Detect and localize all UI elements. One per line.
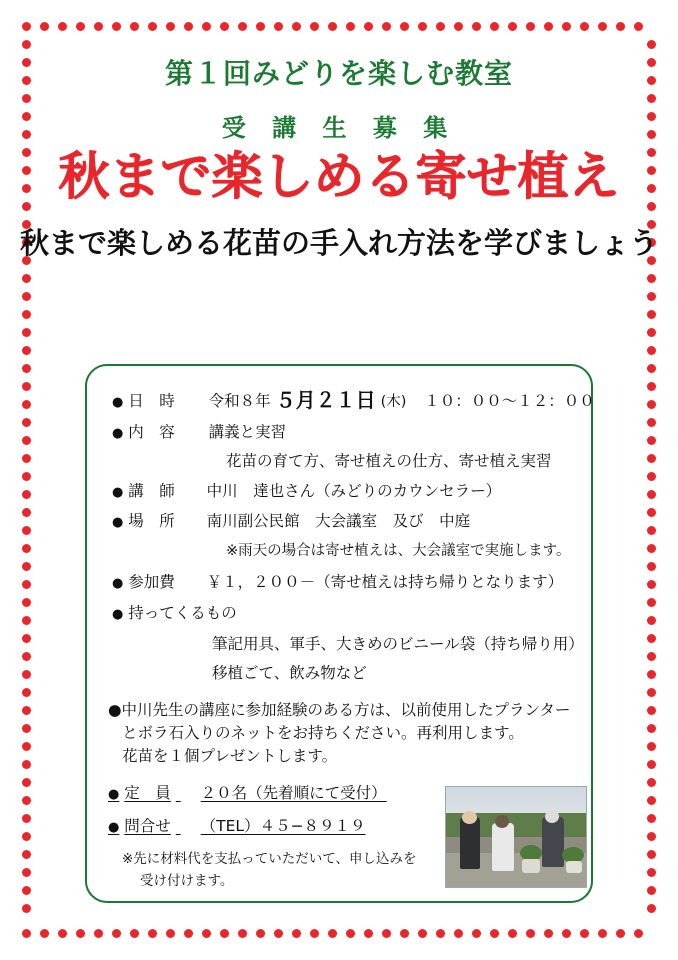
frame-dot <box>22 328 31 337</box>
footer-note-line-2: 受け付けます。 <box>140 873 234 889</box>
frame-dot <box>647 508 656 517</box>
frame-dot <box>22 850 31 859</box>
paragraph-line-3: 花苗を１個プレゼントします。 <box>122 747 338 765</box>
frame-dot <box>22 796 31 805</box>
frame-dot <box>382 929 391 938</box>
paragraph-line-1: ●中川先生の講座に参加経験のある方は、以前使用したプランター <box>108 701 571 719</box>
frame-dot <box>130 22 139 31</box>
frame-dot <box>22 310 31 319</box>
frame-dot <box>22 274 31 283</box>
frame-dot <box>22 868 31 877</box>
frame-dot <box>647 616 656 625</box>
frame-dot <box>580 929 589 938</box>
frame-dot <box>22 22 31 31</box>
detail-value-content: 講義と実習 <box>208 423 287 441</box>
frame-dot <box>310 929 319 938</box>
detail-note-bring-1: 筆記用具、軍手、大きめのビニール袋（持ち帰り用） <box>212 635 584 653</box>
frame-dot <box>22 508 31 517</box>
frame-dot <box>598 929 607 938</box>
frame-dot <box>598 22 607 31</box>
frame-dot <box>94 22 103 31</box>
detail-value-place: 南川副公民館 大会議室 及び 中庭 <box>206 512 471 530</box>
photo-person-head <box>495 815 509 828</box>
frame-dot <box>647 40 656 49</box>
frame-dot <box>58 929 67 938</box>
detail-value-fee: ￥１，２００－（寄せ植えは持ち帰りとなります） <box>206 573 564 591</box>
bullet-icon: ● <box>112 485 124 500</box>
photo-person-body <box>460 817 480 869</box>
frame-dot <box>382 22 391 31</box>
detail-row-content <box>112 420 286 442</box>
frame-dot <box>346 22 355 31</box>
frame-dot <box>22 706 31 715</box>
frame-dot <box>166 22 175 31</box>
frame-dot <box>94 929 103 938</box>
frame-dot <box>292 929 301 938</box>
frame-dot <box>490 22 499 31</box>
detail-row-fee <box>112 570 563 592</box>
frame-dot <box>40 22 49 31</box>
frame-dot <box>647 562 656 571</box>
bullet-icon: ● <box>108 820 120 835</box>
frame-dot <box>647 436 656 445</box>
frame-dot <box>647 472 656 481</box>
frame-dot <box>400 22 409 31</box>
frame-dot <box>22 814 31 823</box>
frame-dot <box>647 814 656 823</box>
photo-pot <box>566 861 582 873</box>
detail-value-date: ５月２１日 <box>275 388 376 412</box>
frame-dot <box>647 328 656 337</box>
frame-dot <box>508 22 517 31</box>
frame-dot <box>647 292 656 301</box>
paragraph-line-2: とボラ石入りのネットをお持ちください。再利用します。 <box>122 724 524 742</box>
frame-dot <box>647 382 656 391</box>
frame-dot <box>562 22 571 31</box>
frame-dot <box>310 22 319 31</box>
frame-dot <box>647 832 656 841</box>
frame-dot <box>580 22 589 31</box>
frame-dot <box>22 544 31 553</box>
page-subtitle: 秋まで楽しめる花苗の手入れ方法を学びましょう <box>19 225 658 260</box>
poster-header <box>0 52 678 262</box>
detail-label-lecturer: 講 師 <box>128 482 175 500</box>
frame-dot <box>22 418 31 427</box>
frame-dot <box>22 40 31 49</box>
detail-value-time: １０：００〜１２：００ <box>424 392 595 410</box>
frame-dot <box>328 22 337 31</box>
frame-dot <box>647 778 656 787</box>
frame-dot <box>647 274 656 283</box>
bullet-icon: ● <box>112 426 124 441</box>
frame-dot <box>544 22 553 31</box>
frame-dot <box>647 598 656 607</box>
frame-dot <box>22 526 31 535</box>
frame-dot <box>22 292 31 301</box>
frame-dot <box>526 22 535 31</box>
detail-label-bring: 持ってくるもの <box>128 604 237 622</box>
frame-dot <box>184 929 193 938</box>
photo-person-head <box>462 811 477 824</box>
frame-dot <box>647 652 656 661</box>
frame-dot <box>328 929 337 938</box>
frame-dot <box>22 832 31 841</box>
bullet-icon: ● <box>112 515 124 530</box>
frame-dot <box>274 929 283 938</box>
detail-row-bring <box>112 601 237 623</box>
frame-dot <box>76 929 85 938</box>
frame-dot <box>634 22 643 31</box>
frame-dot <box>220 929 229 938</box>
frame-dot <box>130 929 139 938</box>
frame-dot <box>472 929 481 938</box>
frame-dot <box>58 22 67 31</box>
frame-dot <box>647 796 656 805</box>
frame-dot <box>647 742 656 751</box>
frame-dot <box>22 454 31 463</box>
frame-dot <box>112 929 121 938</box>
detail-row-lecturer <box>112 479 501 501</box>
bullet-icon: ● <box>112 576 124 591</box>
frame-dot <box>647 418 656 427</box>
frame-dot <box>647 868 656 877</box>
frame-dot <box>22 616 31 625</box>
footer-row-contact <box>108 814 366 836</box>
frame-dot <box>647 310 656 319</box>
footer-value-contact[interactable]: （TEL）４５−８９１９ <box>200 817 366 835</box>
frame-dot <box>202 929 211 938</box>
frame-dot <box>22 580 31 589</box>
frame-dot <box>647 400 656 409</box>
recruit-label: 受 講 生 募 集 <box>221 114 457 142</box>
frame-dot <box>364 22 373 31</box>
photo-person-body <box>542 817 564 867</box>
detail-label-place: 場 所 <box>128 512 175 530</box>
frame-dot <box>647 688 656 697</box>
frame-dot <box>22 400 31 409</box>
frame-dot <box>647 364 656 373</box>
frame-dot <box>22 688 31 697</box>
frame-dot <box>647 724 656 733</box>
frame-dot <box>647 490 656 499</box>
frame-dot <box>22 382 31 391</box>
frame-dot <box>40 929 49 938</box>
frame-dot <box>256 22 265 31</box>
photo-person-body <box>492 823 514 871</box>
frame-dot <box>256 929 265 938</box>
footer-label-capacity: 定 員 <box>124 784 171 802</box>
frame-dot <box>22 634 31 643</box>
frame-dot <box>22 562 31 571</box>
frame-dot <box>647 634 656 643</box>
frame-dot <box>454 22 463 31</box>
bullet-icon: ● <box>112 395 124 410</box>
frame-dot <box>22 346 31 355</box>
frame-dot <box>647 706 656 715</box>
frame-dot <box>647 346 656 355</box>
frame-dot <box>647 580 656 589</box>
detail-value-lecturer: 中川 達也さん（みどりのカウンセラー） <box>206 482 502 500</box>
frame-dot <box>490 929 499 938</box>
frame-dot <box>22 490 31 499</box>
frame-dot <box>647 454 656 463</box>
frame-dot <box>148 929 157 938</box>
frame-dot <box>22 436 31 445</box>
frame-dot <box>436 22 445 31</box>
frame-dot <box>647 886 656 895</box>
frame-dot <box>647 526 656 535</box>
bullet-icon: ● <box>112 607 124 622</box>
frame-dot <box>544 929 553 938</box>
class-photo <box>445 786 587 888</box>
photo-pot <box>522 859 540 873</box>
frame-dot <box>647 760 656 769</box>
frame-dot <box>22 472 31 481</box>
detail-note-content: 花苗の育て方、寄せ植えの仕方、寄せ植え実習 <box>226 452 552 470</box>
detail-row-place <box>112 509 470 531</box>
frame-dot <box>22 598 31 607</box>
frame-dot <box>22 929 31 938</box>
frame-dot <box>22 778 31 787</box>
bullet-icon: ● <box>108 787 120 802</box>
frame-dot <box>400 929 409 938</box>
frame-dot <box>436 929 445 938</box>
detail-value-weekday: (木) <box>380 394 407 410</box>
frame-dot <box>454 929 463 938</box>
detail-label-datetime: 日 時 <box>128 392 175 410</box>
frame-dot <box>526 929 535 938</box>
detail-label-content: 内 容 <box>128 423 175 441</box>
detail-value-date-pre: 令和８年 <box>208 392 271 410</box>
frame-dot <box>22 760 31 769</box>
frame-dot <box>274 22 283 31</box>
page-title: 秋まで楽しめる寄せ植え <box>58 148 620 207</box>
frame-dot <box>647 544 656 553</box>
frame-dot <box>616 929 625 938</box>
footer-row-capacity <box>108 781 387 803</box>
series-title: 第１回みどりを楽しむ教室 <box>164 57 513 90</box>
frame-dot <box>112 22 121 31</box>
frame-dot <box>22 886 31 895</box>
frame-dot <box>22 724 31 733</box>
photo-person-head <box>545 810 559 823</box>
frame-dot <box>22 670 31 679</box>
frame-dot <box>202 22 211 31</box>
footer-label-contact: 問合せ <box>124 817 171 835</box>
frame-dot <box>184 22 193 31</box>
frame-dot <box>472 22 481 31</box>
frame-dot <box>22 904 31 913</box>
frame-dot <box>76 22 85 31</box>
frame-dot <box>166 929 175 938</box>
frame-dot <box>418 929 427 938</box>
frame-dot <box>292 22 301 31</box>
frame-dot <box>562 929 571 938</box>
frame-dot <box>346 929 355 938</box>
frame-dot <box>148 22 157 31</box>
frame-dot <box>508 929 517 938</box>
frame-dot <box>238 929 247 938</box>
detail-note-place: ※雨天の場合は寄せ植えは、大会議室で実施します。 <box>226 543 571 559</box>
detail-row-datetime <box>112 384 595 413</box>
frame-dot <box>238 22 247 31</box>
footer-value-capacity: ２０名（先着順にて受付） <box>200 784 387 802</box>
frame-dot <box>647 904 656 913</box>
frame-dot <box>418 22 427 31</box>
frame-dot <box>647 850 656 859</box>
frame-dot <box>616 22 625 31</box>
frame-dot <box>220 22 229 31</box>
detail-label-fee: 参加費 <box>128 573 175 591</box>
frame-dot <box>22 364 31 373</box>
frame-dot <box>22 742 31 751</box>
frame-dot <box>22 652 31 661</box>
frame-dot <box>634 929 643 938</box>
frame-dot <box>364 929 373 938</box>
detail-note-bring-2: 移植ごて、飲み物など <box>212 664 367 682</box>
footer-note-line-1: ※先に材料代を支払っていただいて、申し込みを <box>122 851 417 867</box>
frame-dot <box>647 670 656 679</box>
